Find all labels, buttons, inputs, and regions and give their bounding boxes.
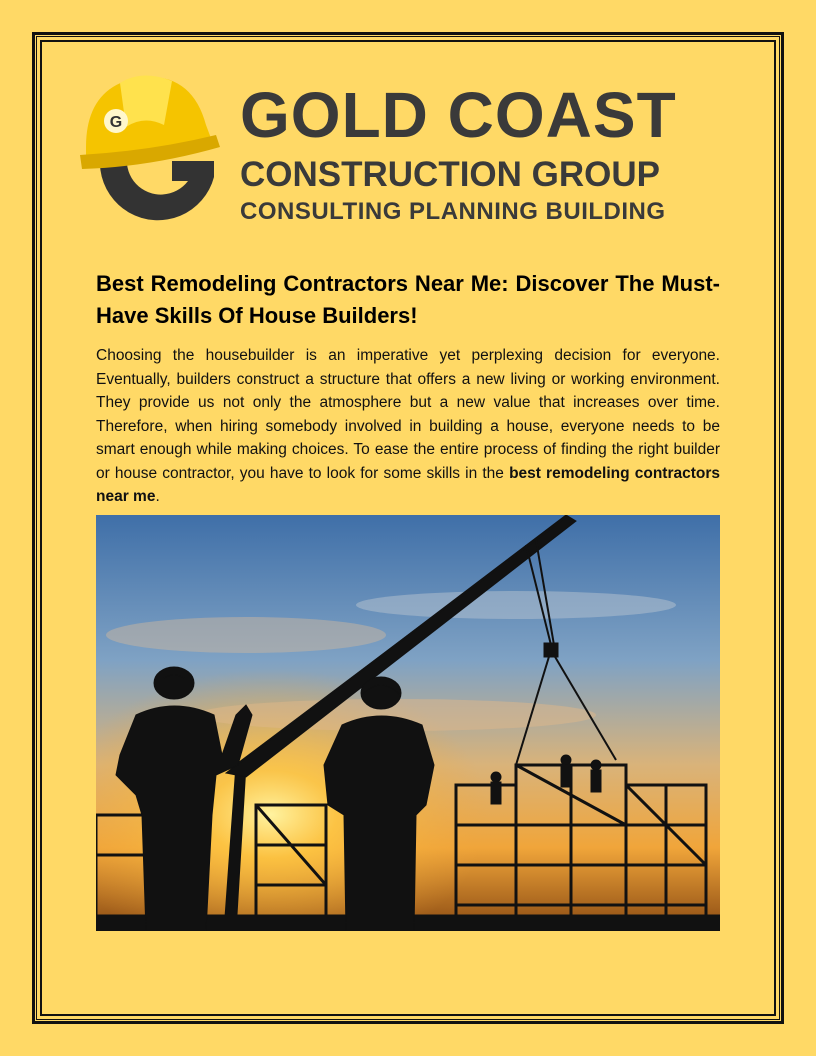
helmet-letter: G bbox=[109, 114, 123, 131]
company-logo bbox=[80, 55, 730, 235]
logo-line-tagline: CONSULTING PLANNING BUILDING bbox=[240, 198, 666, 225]
logo-line-company: GOLD COAST bbox=[240, 79, 677, 151]
article-body-intro: Choosing the housebuilder is an imperative yet perplexing decision for everyone. Eventually, builders construct a structure that offers a new living or working environment. They provide us not only the atmosphere but a new value that increases over time. Therefore, when hiring somebody involved in building a house, everyone needs to be smart enough while making choices. To ease the entire process of finding the right builder or house contractor, you have to look for some skills in the bbox=[96, 347, 720, 482]
logo-line-group: CONSTRUCTION GROUP bbox=[240, 155, 660, 194]
article-keyword-link: best remodeling contractors near me bbox=[96, 464, 720, 505]
construction-site-photo bbox=[96, 515, 720, 931]
article-body bbox=[96, 344, 720, 509]
article-body-end: . bbox=[155, 488, 160, 505]
article-title: Best Remodeling Contractors Near Me: Discover The Must-Have Skills Of House Builders! bbox=[96, 271, 720, 328]
logo-wordmark bbox=[240, 79, 677, 225]
helmet-g-icon bbox=[80, 55, 240, 235]
